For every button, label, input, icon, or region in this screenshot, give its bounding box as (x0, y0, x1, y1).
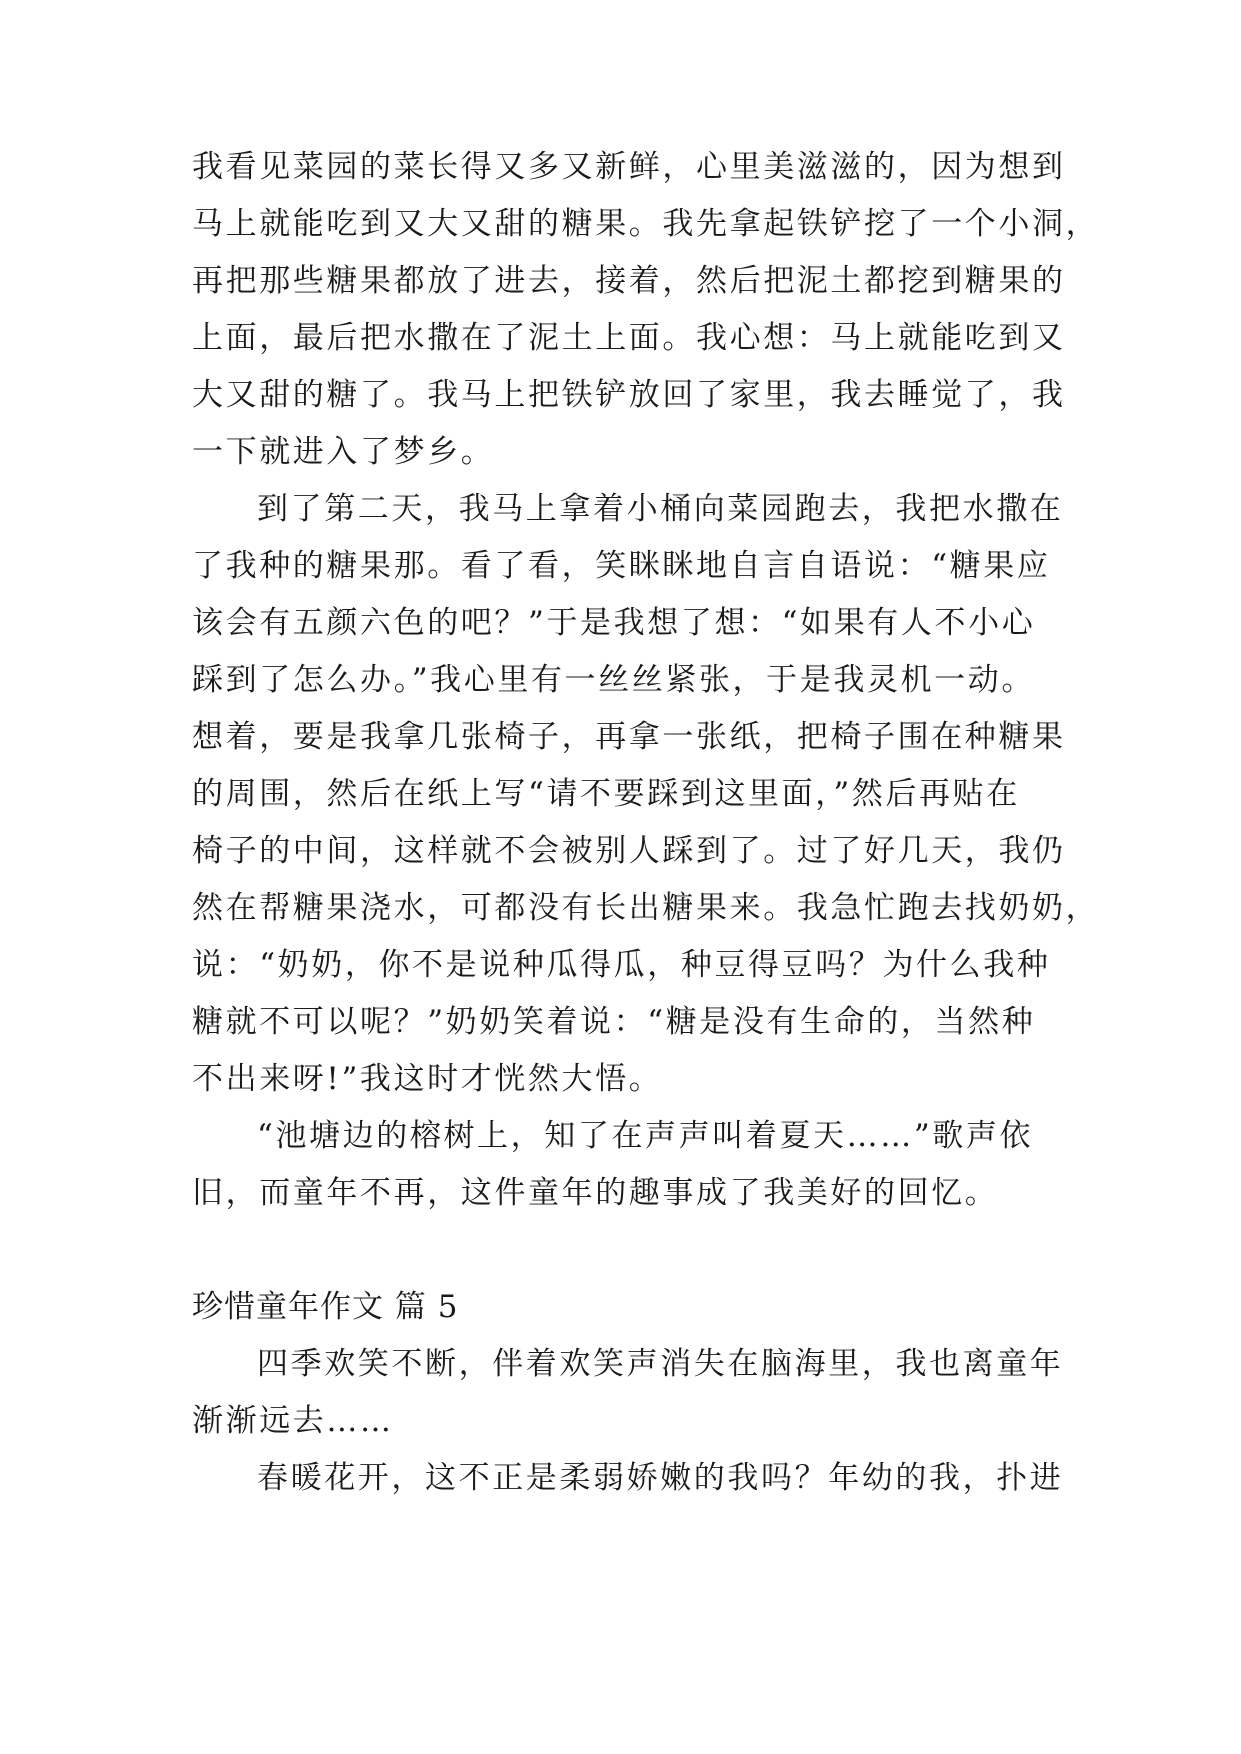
text-line: 想着，要是我拿几张椅子，再拿一张纸，把椅子围在种糖果 (192, 719, 1066, 755)
paragraph-first-line: 春暖花开，这不正是柔弱娇嫩的我吗？年幼的我，扑进 (257, 1460, 1064, 1496)
text-line: 说：“奶奶，你不是说种瓜得瓜，种豆得豆吗？为什么我种 (192, 947, 1051, 983)
text-line: 上面，最后把水撒在了泥土上面。我心想：马上就能吃到又 (192, 320, 1066, 356)
text-line: 踩到了怎么办。”我心里有一丝丝紧张，于是我灵机一动。 (192, 662, 1035, 698)
text-line: 不出来呀!”我这时才恍然大悟。 (192, 1061, 663, 1097)
paragraph-first-line: 四季欢笑不断，伴着欢笑声消失在脑海里，我也离童年 (257, 1346, 1064, 1382)
text-line: 再把那些糖果都放了进去，接着，然后把泥土都挖到糖果的 (192, 263, 1066, 299)
text-line: 我看见菜园的菜长得又多又新鲜，心里美滋滋的，因为想到 (192, 149, 1066, 185)
paragraph-first-line: “池塘边的榕树上，知了在声声叫着夏天……”歌声依 (257, 1118, 1034, 1154)
text-line: 马上就能吃到又大又甜的糖果。我先拿起铁铲挖了一个小洞， (192, 206, 1100, 242)
text-line: 椅子的中间，这样就不会被别人踩到了。过了好几天，我仍 (192, 833, 1066, 869)
section-heading: 珍惜童年作文 篇 5 (192, 1289, 459, 1325)
text-line: 然在帮糖果浇水，可都没有长出糖果来。我急忙跑去找奶奶， (192, 890, 1100, 926)
paragraph-first-line: 到了第二天，我马上拿着小桶向菜园跑去，我把水撒在 (257, 491, 1064, 527)
text-line: 糖就不可以呢？”奶奶笑着说：“糖是没有生命的，当然种 (192, 1004, 1036, 1040)
text-line: 大又甜的糖了。我马上把铁铲放回了家里，我去睡觉了，我 (192, 377, 1066, 413)
text-line: 一下就进入了梦乡。 (192, 434, 495, 470)
text-line: 该会有五颜六色的吧？”于是我想了想：“如果有人不小心 (192, 605, 1036, 641)
text-line: 的周围，然后在纸上写“请不要踩到这里面，”然后再贴在 (192, 776, 1020, 812)
text-line: 了我种的糖果那。看了看，笑眯眯地自言自语说：“糖果应 (192, 548, 1051, 584)
text-line: 旧，而童年不再，这件童年的趣事成了我美好的回忆。 (192, 1175, 999, 1211)
text-line: 渐渐远去…… (192, 1403, 394, 1439)
